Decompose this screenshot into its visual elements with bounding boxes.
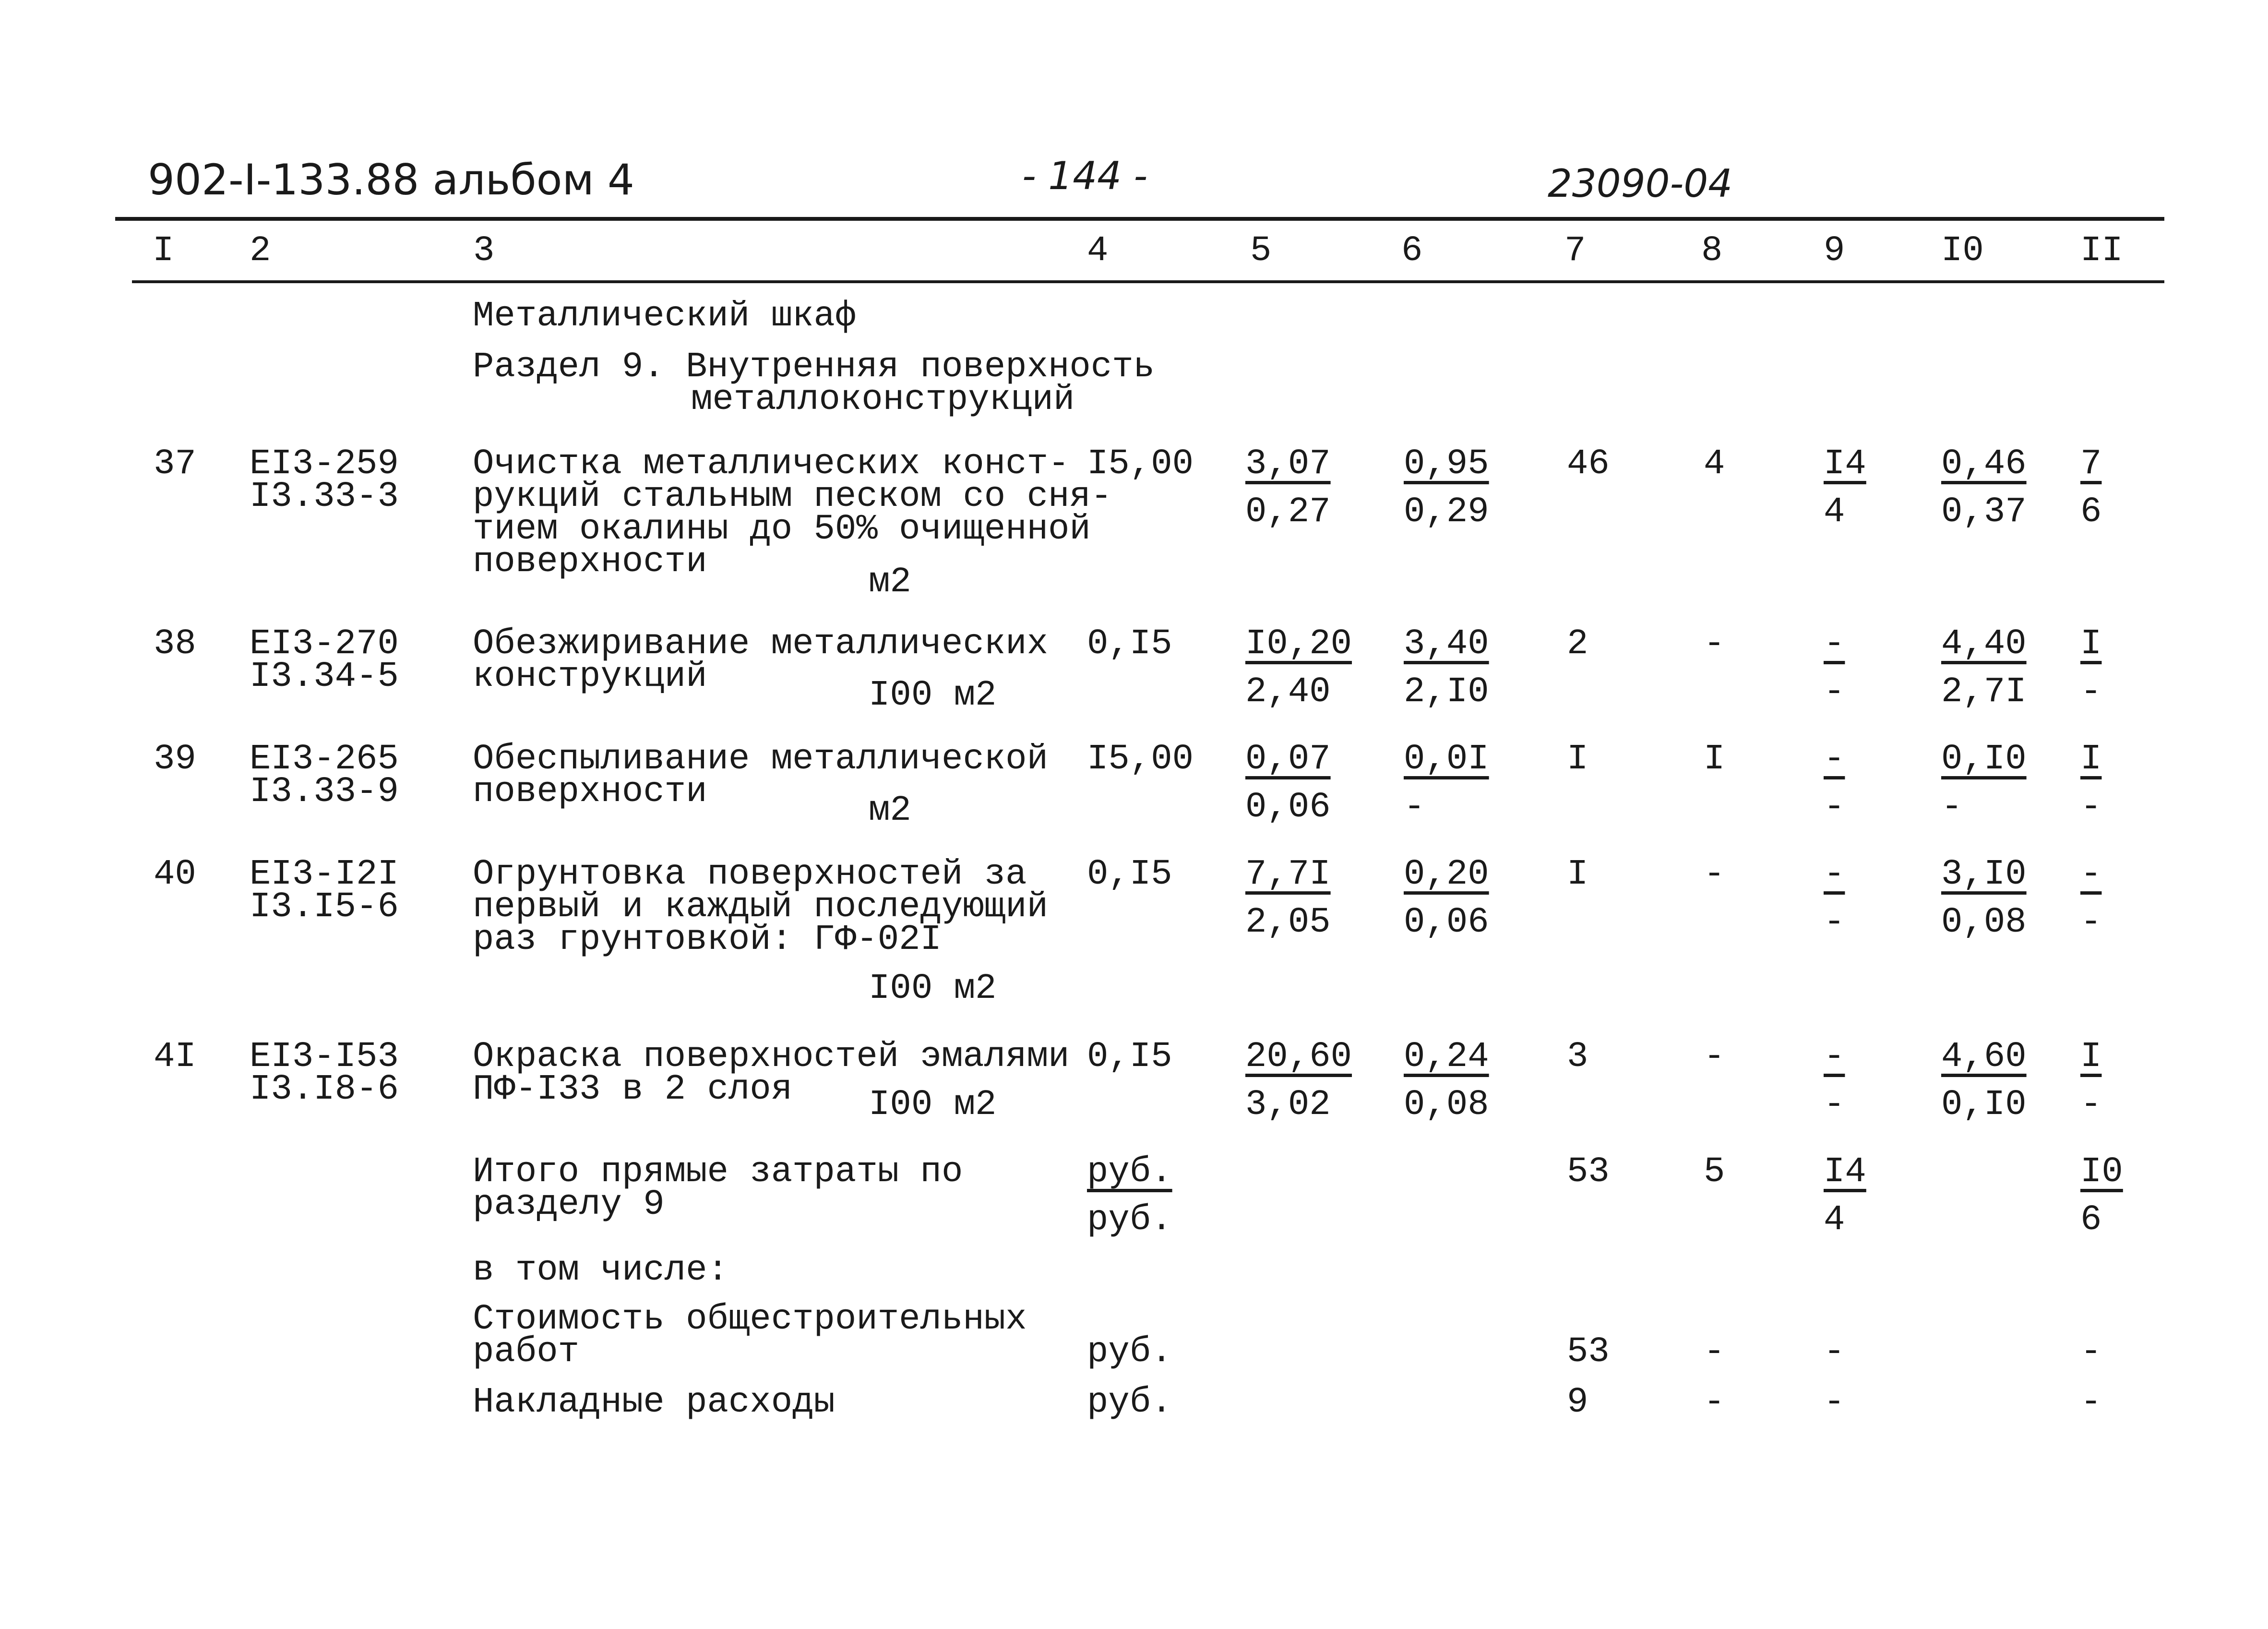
machine-operation: - (1824, 854, 1845, 895)
machine-cost: 0,24 (1404, 1037, 1489, 1077)
total-labor: - (2080, 854, 2102, 895)
work-description: поверхности (473, 542, 707, 582)
quantity: I5,00 (1087, 444, 1194, 484)
col-header-5: 5 (1250, 231, 1272, 271)
object-title: Металлический шкаф (473, 296, 857, 336)
totals-unit: руб. (1087, 1152, 1172, 1192)
totals-label-cont: разделу 9 (473, 1185, 665, 1225)
overhead-machine: - (1824, 1382, 1845, 1423)
labor-machinists: - (1941, 787, 1963, 827)
work-description: Окраска поверхностей эмалями (473, 1037, 1070, 1077)
unit-cost-wages: 0,27 (1245, 492, 1331, 532)
rate-code-2: I3.34-5 (250, 657, 399, 697)
totals-total-cost: 53 (1567, 1152, 1610, 1192)
document-code: 902-I-133.88 альбом 4 (148, 155, 634, 204)
machine-cost-wages: - (1404, 787, 1425, 827)
work-description: поверхности (473, 772, 707, 812)
page-number: - 144 - (1022, 154, 1148, 198)
overhead-labor: - (2080, 1382, 2102, 1423)
totals-labor: I0 (2080, 1152, 2123, 1192)
col-header-4: 4 (1087, 231, 1109, 271)
document-number: 23090-04 (1548, 161, 1733, 206)
unit: м2 (869, 791, 911, 831)
machine-operation-wages: - (1824, 902, 1845, 943)
general-works-unit: руб. (1087, 1332, 1172, 1372)
wages: - (1704, 854, 1725, 895)
machine-cost: 3,40 (1404, 624, 1489, 664)
rate-code-2: I3.I5-6 (250, 887, 399, 927)
work-description: конструкций (473, 657, 707, 697)
unit-cost-wages: 2,05 (1245, 902, 1331, 943)
overhead-total: 9 (1567, 1382, 1588, 1423)
machine-cost-wages: 0,06 (1404, 902, 1489, 943)
labor-machinists: 0,I0 (1941, 1085, 2027, 1125)
machine-operation: I4 (1824, 444, 1866, 484)
machine-cost: 0,0I (1404, 739, 1489, 779)
total-labor: I (2080, 1037, 2102, 1077)
total-labor-machinists: - (2080, 1085, 2102, 1125)
section-title: Раздел 9. Внутренняя поверхность (473, 347, 1155, 387)
unit: I00 м2 (869, 969, 997, 1009)
quantity: I5,00 (1087, 739, 1194, 779)
row-number: 37 (154, 444, 196, 484)
totals-unit-wages: руб. (1087, 1200, 1172, 1240)
labor-machinists: 0,08 (1941, 902, 2027, 943)
unit-cost: 20,60 (1245, 1037, 1352, 1077)
work-description: Огрунтовка поверхностей за (473, 854, 1027, 895)
rate-code-2: I3.33-3 (250, 477, 399, 517)
rate-code: EI3-259 (250, 444, 399, 484)
machine-cost-wages: 0,29 (1404, 492, 1489, 532)
work-description: Очистка металлических конст- (473, 444, 1070, 484)
machine-operation-wages: - (1824, 1085, 1845, 1125)
col-header-6: 6 (1401, 231, 1423, 271)
quantity: 0,I5 (1087, 624, 1172, 664)
total-labor-machinists: 6 (2080, 492, 2102, 532)
overhead-wages: - (1704, 1382, 1725, 1423)
rate-code: EI3-270 (250, 624, 399, 664)
labor-machinists: 2,7I (1941, 672, 2027, 712)
wages: - (1704, 1037, 1725, 1077)
total-cost: 2 (1567, 624, 1588, 664)
rate-code: EI3-I2I (250, 854, 399, 895)
rate-code-2: I3.I8-6 (250, 1069, 399, 1110)
work-description: раз грунтовкой: ГФ-02I (473, 920, 942, 960)
quantity: 0,I5 (1087, 854, 1172, 895)
col-header-7: 7 (1564, 231, 1586, 271)
quantity: 0,I5 (1087, 1037, 1172, 1077)
unit-cost-wages: 3,02 (1245, 1085, 1331, 1125)
unit: I00 м2 (869, 1085, 997, 1125)
labor-workers: 0,46 (1941, 444, 2027, 484)
totals-machine-operation-wages: 4 (1824, 1200, 1845, 1240)
general-works-machine: - (1824, 1332, 1845, 1372)
machine-operation-wages: - (1824, 672, 1845, 712)
labor-workers: 4,40 (1941, 624, 2027, 664)
general-works-wages: - (1704, 1332, 1725, 1372)
wages: I (1704, 739, 1725, 779)
overhead-unit: руб. (1087, 1382, 1172, 1423)
work-description: Обеспыливание металлической (473, 739, 1048, 779)
col-header-3: 3 (473, 231, 495, 271)
work-description: ПФ-I33 в 2 слоя (473, 1069, 793, 1110)
work-description: тием окалины до 50% очищенной (473, 509, 1091, 550)
rate-code: EI3-265 (250, 739, 399, 779)
work-description: первый и каждый последующий (473, 887, 1048, 927)
unit: м2 (869, 562, 911, 602)
col-header-2: 2 (250, 231, 271, 271)
row-number: 4I (154, 1037, 196, 1077)
machine-operation-wages: - (1824, 787, 1845, 827)
unit-cost-wages: 2,40 (1245, 672, 1331, 712)
row-number: 39 (154, 739, 196, 779)
total-labor-machinists: - (2080, 672, 2102, 712)
general-works-labor: - (2080, 1332, 2102, 1372)
wages: - (1704, 624, 1725, 664)
overhead-label: Накладные расходы (473, 1382, 835, 1423)
row-number: 38 (154, 624, 196, 664)
unit-cost: 0,07 (1245, 739, 1331, 779)
unit-cost: I0,20 (1245, 624, 1352, 664)
header-top-rule (115, 217, 2164, 221)
totals-machine-operation: I4 (1824, 1152, 1866, 1192)
labor-machinists: 0,37 (1941, 492, 2027, 532)
col-header-10: I0 (1941, 231, 1984, 271)
unit-cost-wages: 0,06 (1245, 787, 1331, 827)
machine-cost: 0,95 (1404, 444, 1489, 484)
machine-cost-wages: 2,I0 (1404, 672, 1489, 712)
row-number: 40 (154, 854, 196, 895)
total-labor: I (2080, 624, 2102, 664)
machine-operation: - (1824, 1037, 1845, 1077)
general-works-label: Стоимость общестроительных (473, 1299, 1027, 1340)
col-header-1: I (153, 231, 174, 271)
machine-operation-wages: 4 (1824, 492, 1845, 532)
total-cost: I (1567, 739, 1588, 779)
rate-code-2: I3.33-9 (250, 772, 399, 812)
unit: I00 м2 (869, 675, 997, 716)
totals-label: Итого прямые затраты по (473, 1152, 963, 1192)
including-label: в том числе: (473, 1250, 728, 1291)
machine-cost-wages: 0,08 (1404, 1085, 1489, 1125)
unit-cost: 7,7I (1245, 854, 1331, 895)
labor-workers: 4,60 (1941, 1037, 2027, 1077)
total-cost: I (1567, 854, 1588, 895)
header-bottom-rule (132, 280, 2164, 283)
labor-workers: 0,I0 (1941, 739, 2027, 779)
col-header-8: 8 (1701, 231, 1723, 271)
col-header-9: 9 (1824, 231, 1845, 271)
machine-operation: - (1824, 624, 1845, 664)
work-description: рукций стальным песком со сня- (473, 477, 1112, 517)
total-labor-machinists: - (2080, 787, 2102, 827)
total-cost: 46 (1567, 444, 1610, 484)
machine-cost: 0,20 (1404, 854, 1489, 895)
general-works-total: 53 (1567, 1332, 1610, 1372)
totals-labor-machinists: 6 (2080, 1200, 2102, 1240)
labor-workers: 3,I0 (1941, 854, 2027, 895)
col-header-11: II (2080, 231, 2123, 271)
general-works-label-cont: работ (473, 1332, 580, 1372)
unit-cost: 3,07 (1245, 444, 1331, 484)
total-labor: 7 (2080, 444, 2102, 484)
wages: 4 (1704, 444, 1725, 484)
total-labor-machinists: - (2080, 902, 2102, 943)
section-title-cont: металлоконструкций (691, 380, 1075, 420)
totals-wages: 5 (1704, 1152, 1725, 1192)
work-description: Обезжиривание металлических (473, 624, 1048, 664)
total-labor: I (2080, 739, 2102, 779)
machine-operation: - (1824, 739, 1845, 779)
total-cost: 3 (1567, 1037, 1588, 1077)
rate-code: EI3-I53 (250, 1037, 399, 1077)
